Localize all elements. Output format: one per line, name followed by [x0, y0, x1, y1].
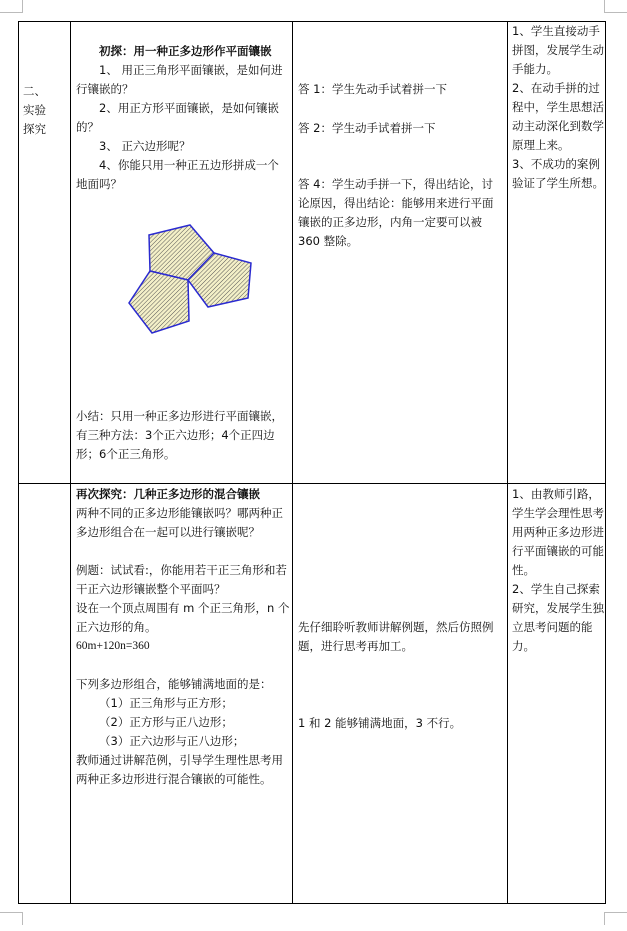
design-intent: 1、由教师引路，学生学会理性思考用两种正多边形进行平面镶嵌的可能性。 2、学生自己探索研究，发展学生独立思考问题的能力。: [512, 487, 604, 653]
question: 4、你能只用一种正五边形拼成一个地面吗？: [76, 158, 279, 191]
mixed-tiling-cell: 再次探究：几种正多边形的混合镶嵌 两种不同的正多边形能镶嵌吗？哪两种正多边形组合在一起可以进行镶嵌呢？ 例题：试试看:，你能用若干正三角形和若干正六边形镶嵌整个平面吗？ 设在一个顶点周围有 m 个正三角形，n 个正六边形的角。 60m+120n=360 下列多边形组合，能够铺满地面的是： （1）正三角形与正方形； （2）正方形与正八边形； （3）正六边形与正八边形； 教师通过讲解范例，引导学生理性思考用两种正多边形进行混合镶嵌的可能性。: [76, 487, 290, 786]
corner-mark: [604, 912, 627, 925]
section-title: 再次探究：几种正多边形的混合镶嵌: [76, 487, 260, 501]
corner-mark: [0, 0, 23, 13]
corner-mark: [0, 912, 23, 925]
question: 2、用正方形平面镶嵌，是如何镶嵌的？: [76, 101, 279, 134]
summary: 小结：只用一种正多边形进行平面镶嵌，有三种方法：3个正六边形；4个正四边形；6个正三角形。: [76, 409, 283, 461]
equation: 60m+120n=360: [76, 640, 150, 652]
student-activity: 先仔细聆听教师讲解例题，然后仿照例题，进行思考再加工。: [298, 620, 494, 653]
student-activity: 1 和 2 能够铺满地面，3 不行。: [298, 716, 462, 730]
answer: 答 4：学生动手拼一下，得出结论，讨论原因，得出结论：能够用来进行平面镶嵌的正多边形，内角一定要可以被 360 整除。: [298, 177, 494, 248]
pentagon: [129, 271, 189, 333]
question: 1、 用正三角形平面镶嵌，是如何进行镶嵌的？: [76, 63, 283, 96]
answer: 答 1：学生先动手试着拼一下: [298, 82, 447, 96]
corner-mark: [604, 0, 627, 13]
lesson-table: [18, 21, 606, 904]
design-intent: 1、学生直接动手拼图，发展学生动手能力。 2、在动手拼的过程中，学生思想活动主动深化到数学原理上来。 3、不成功的案例验证了学生所想。: [512, 24, 604, 190]
question: 3、 正六边形呢？: [99, 139, 191, 153]
stage-label: 二、 实验 探究: [23, 84, 46, 136]
section-title: 初探：用一种正多边形作平面镶嵌: [99, 44, 272, 58]
answer: 答 2：学生动手试着拼一下: [298, 121, 436, 135]
